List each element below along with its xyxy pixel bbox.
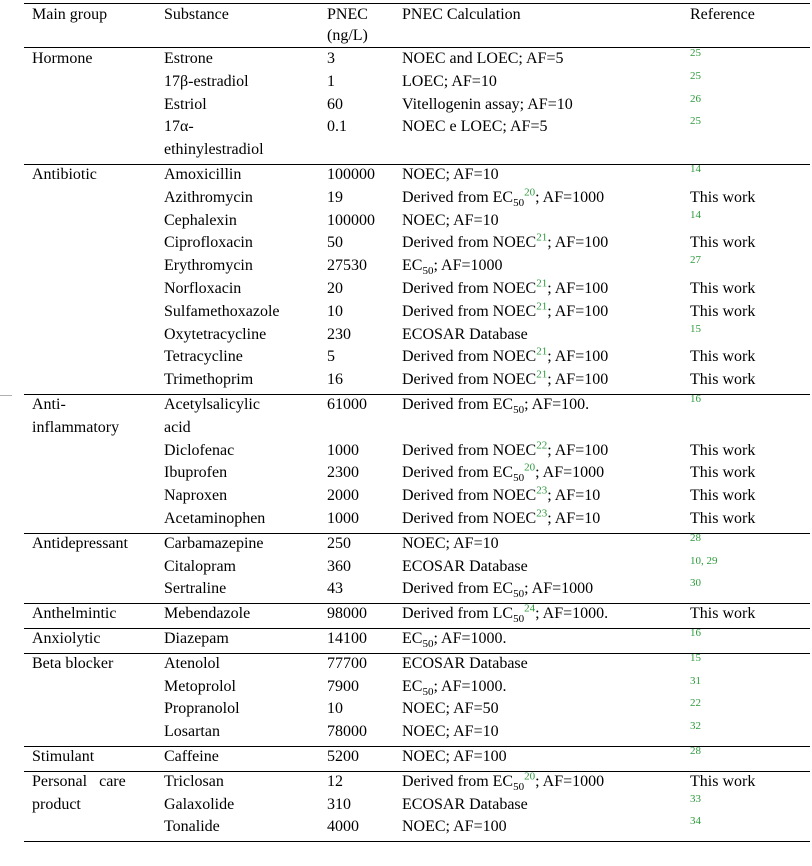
reference-citation: 33 [690, 792, 701, 805]
pnec-value: 78000 [327, 723, 367, 741]
calc-text: Derived from NOEC [402, 371, 537, 389]
calc-text: ; AF=1000 [433, 257, 503, 275]
pnec-value: 7900 [327, 677, 359, 695]
substance-name: Estriol [164, 95, 207, 113]
calc-text: ; AF=100. [524, 396, 590, 413]
reference-citation: 22 [690, 697, 701, 710]
substance-name: Acetaminophen [164, 510, 266, 527]
reference-text: This work [690, 487, 756, 505]
calc-subscript: 50 [513, 780, 525, 793]
pnec-value: 10 [327, 302, 343, 320]
pnec-calculation [402, 795, 528, 815]
pnec-calculation [402, 463, 604, 483]
group-label: Anti- [32, 396, 66, 413]
reference-citation: 28 [690, 531, 701, 544]
group-label: product [32, 795, 81, 813]
calc-subscript: 50 [513, 404, 525, 417]
substance-name: Ciprofloxacin [164, 234, 253, 252]
substance-name: Triclosan [164, 772, 224, 790]
pnec-value: 77700 [327, 654, 367, 672]
pnec-value: 1000 [327, 441, 359, 459]
calc-text: Derived from EC [402, 580, 514, 598]
calc-citation: 24 [524, 602, 536, 615]
calc-text: NOEC; AF=10 [402, 211, 499, 229]
substance-name: Tetracycline [164, 348, 243, 366]
calc-citation: 21 [536, 300, 548, 313]
substance-name: Losartan [164, 723, 220, 741]
pnec-calculation [402, 772, 604, 792]
pnec-value: 310 [327, 795, 351, 813]
pnec-value: 250 [327, 534, 351, 552]
header-pnec: PNEC [327, 6, 368, 23]
group-label: Beta blocker [32, 654, 114, 672]
pnec-calculation [402, 49, 563, 69]
reference-text: This work [690, 234, 756, 252]
calc-text: Derived from NOEC [402, 510, 537, 527]
calc-text: EC [402, 677, 423, 695]
reference-citation: 15 [690, 651, 701, 664]
group-label: inflammatory [32, 418, 120, 436]
calc-text: ; AF=1000 [524, 580, 594, 598]
calc-text: ; AF=100 [547, 371, 609, 389]
group-label: Stimulant [32, 748, 95, 765]
pnec-value: 4000 [327, 818, 359, 836]
group-label: Personal care [32, 772, 126, 790]
calc-text: NOEC; AF=100 [402, 818, 507, 836]
substance-name: Mebendazole [164, 605, 251, 623]
substance-name: Atenolol [164, 654, 220, 672]
calc-citation: 20 [524, 770, 536, 783]
calc-text: LOEC; AF=10 [402, 72, 497, 90]
calc-text: NOEC; AF=50 [402, 700, 499, 718]
calc-text: Derived from EC [402, 188, 514, 206]
pnec-calculation [402, 604, 608, 624]
pnec-value: 100000 [327, 166, 375, 183]
pnec-value: 360 [327, 557, 351, 575]
substance-name: 17α- [164, 118, 194, 136]
group-divider [24, 841, 810, 842]
calc-citation: 21 [536, 368, 548, 381]
pnec-calculation [402, 677, 507, 697]
group-label: Antibiotic [32, 166, 97, 183]
calc-text: ; AF=1000 [535, 464, 605, 482]
substance-name: Carbamazepine [164, 534, 264, 552]
pnec-calculation [402, 95, 573, 115]
reference-citation: 26 [690, 92, 701, 105]
pnec-value: 2300 [327, 464, 359, 482]
pnec-calculation [402, 211, 499, 231]
calc-subscript: 50 [513, 196, 525, 209]
reference-citation: 27 [690, 254, 701, 267]
substance-name: Estrone [164, 50, 213, 67]
calc-text: NOEC; AF=10 [402, 166, 499, 183]
pnec-value: 61000 [327, 396, 367, 413]
substance-name: Cephalexin [164, 211, 237, 229]
pnec-value: 98000 [327, 605, 367, 623]
pnec-value: 20 [327, 280, 343, 297]
pnec-value: 19 [327, 188, 343, 206]
calc-citation: 21 [536, 346, 548, 359]
reference-citation: 32 [690, 720, 701, 733]
calc-text: ; AF=1000 [535, 188, 605, 206]
calc-text: Derived from NOEC [402, 280, 537, 297]
pnec-value: 3 [327, 50, 335, 67]
pnec-calculation [402, 188, 604, 208]
calc-subscript: 50 [422, 638, 434, 651]
calc-text: EC [402, 257, 423, 275]
calc-text: ; AF=1000 [535, 772, 605, 790]
substance-name: acid [164, 418, 191, 436]
reference-citation: 30 [690, 577, 701, 590]
header-substance: Substance [164, 6, 229, 23]
calc-text: EC [402, 630, 423, 647]
calc-citation: 20 [524, 186, 536, 199]
calc-text: ; AF=100 [547, 348, 609, 366]
substance-name: 17β-estradiol [164, 72, 249, 90]
calc-text: ECOSAR Database [402, 557, 528, 575]
reference-citation: 31 [690, 674, 701, 687]
calc-citation: 21 [536, 232, 548, 245]
calc-text: Derived from EC [402, 772, 514, 790]
calc-text: Vitellogenin assay; AF=10 [402, 95, 573, 113]
reference-citation: 25 [690, 69, 701, 82]
pnec-calculation [402, 747, 507, 767]
pnec-value: 50 [327, 234, 343, 252]
substance-name: Propranolol [164, 700, 240, 718]
reference-citation: 34 [690, 815, 701, 828]
pnec-calculation [402, 72, 497, 92]
pnec-value: 2000 [327, 487, 359, 505]
pnec-calculation [402, 557, 528, 577]
calc-text: Derived from NOEC [402, 441, 537, 459]
group-label: Antidepressant [32, 534, 128, 552]
table-top-rule [24, 3, 810, 4]
reference-text: This work [690, 772, 756, 790]
calc-text: ECOSAR Database [402, 325, 528, 343]
pnec-value: 14100 [327, 630, 367, 647]
pnec-calculation [402, 256, 503, 276]
substance-name: Oxytetracycline [164, 325, 267, 343]
calc-citation: 23 [536, 507, 548, 520]
pnec-calculation [402, 325, 528, 345]
calc-text: ; AF=1000. [535, 605, 609, 623]
pnec-value: 10 [327, 700, 343, 718]
reference-text: This work [690, 371, 756, 389]
reference-text: This work [690, 188, 756, 206]
header-pnec-unit: (ng/L) [327, 27, 368, 44]
substance-name: Sertraline [164, 580, 227, 598]
calc-text: ; AF=10 [547, 510, 601, 527]
substance-name: Norfloxacin [164, 280, 242, 297]
reference-text: This work [690, 464, 756, 482]
calc-citation: 22 [536, 439, 548, 452]
pnec-calculation [402, 395, 589, 415]
calc-text: NOEC; AF=100 [402, 748, 507, 765]
pnec-calculation [402, 279, 608, 299]
group-label: Anxiolytic [32, 630, 101, 647]
pnec-value: 43 [327, 580, 343, 598]
pnec-calculation [402, 699, 499, 719]
calc-text: NOEC and LOEC; AF=5 [402, 50, 564, 67]
substance-name: Citalopram [164, 557, 236, 575]
header-pnec-calculation: PNEC Calculation [402, 6, 521, 23]
reference-text: This work [690, 441, 756, 459]
reference-text: This work [690, 302, 756, 320]
pnec-calculation [402, 722, 499, 742]
substance-name: Azithromycin [164, 188, 253, 206]
calc-subscript: 50 [513, 588, 525, 601]
calc-text: Derived from NOEC [402, 234, 537, 252]
group-label: Hormone [32, 50, 93, 67]
pnec-calculation [402, 486, 600, 506]
pnec-value: 1 [327, 72, 335, 90]
substance-name: Amoxicillin [164, 166, 242, 183]
calc-subscript: 50 [422, 265, 434, 278]
pnec-calculation [402, 370, 608, 390]
pnec-value: 5200 [327, 748, 359, 765]
reference-citation: 10, 29 [690, 554, 718, 567]
pnec-calculation [402, 509, 600, 529]
calc-text: Derived from NOEC [402, 487, 537, 505]
calc-text: ; AF=100 [547, 280, 609, 297]
substance-name: Naproxen [164, 487, 228, 505]
calc-citation: 20 [524, 462, 536, 475]
calc-text: ; AF=1000. [433, 677, 507, 695]
calc-citation: 21 [536, 277, 548, 290]
pnec-calculation [402, 629, 507, 649]
calc-subscript: 50 [513, 472, 525, 485]
pnec-value: 5 [327, 348, 335, 366]
reference-text: This work [690, 348, 756, 366]
pnec-value: 60 [327, 95, 343, 113]
reference-text: This work [690, 510, 756, 527]
pnec-calculation [402, 302, 608, 322]
substance-name: Caffeine [164, 748, 219, 765]
pnec-calculation [402, 654, 528, 674]
calc-text: ; AF=100 [547, 234, 609, 252]
reference-citation: 28 [690, 745, 701, 757]
calc-text: NOEC e LOEC; AF=5 [402, 118, 548, 136]
substance-name: Acetylsalicylic [164, 396, 260, 413]
calc-text: Derived from EC [402, 464, 514, 482]
pnec-calculation [402, 233, 608, 253]
pnec-calculation [402, 534, 499, 554]
reference-citation: 25 [690, 115, 701, 128]
header-main-group: Main group [32, 6, 108, 23]
pnec-calculation [402, 817, 507, 837]
reference-citation: 25 [690, 47, 701, 59]
header-reference: Reference [690, 6, 755, 23]
pnec-value: 230 [327, 325, 351, 343]
calc-text: ; AF=100 [547, 441, 609, 459]
reference-citation: 16 [690, 393, 701, 405]
substance-name: Ibuprofen [164, 464, 228, 482]
reference-text: This work [690, 280, 756, 297]
substance-name: Erythromycin [164, 257, 253, 275]
calc-text: ; AF=100 [547, 302, 609, 320]
substance-name: Diclofenac [164, 441, 235, 459]
pnec-value: 12 [327, 772, 343, 790]
substance-name: Diazepam [164, 630, 229, 647]
pnec-calculation [402, 117, 547, 137]
reference-citation: 14 [690, 163, 701, 175]
substance-name: Galaxolide [164, 795, 235, 813]
pnec-value: 27530 [327, 257, 367, 275]
calc-text: NOEC; AF=10 [402, 723, 499, 741]
group-label: Anthelmintic [32, 605, 117, 623]
calc-subscript: 50 [422, 685, 434, 698]
calc-subscript: 50 [513, 613, 525, 626]
calc-text: Derived from NOEC [402, 302, 537, 320]
calc-text: NOEC; AF=10 [402, 534, 499, 552]
substance-name: Trimethoprim [164, 371, 254, 389]
pnec-calculation [402, 165, 499, 185]
pnec-value: 0.1 [327, 118, 347, 136]
substance-name: Metoprolol [164, 677, 236, 695]
calc-text: ECOSAR Database [402, 795, 528, 813]
substance-name: Sulfamethoxazole [164, 302, 280, 320]
pnec-value: 100000 [327, 211, 375, 229]
calc-text: Derived from EC [402, 396, 514, 413]
calc-text: Derived from LC [402, 605, 514, 623]
reference-citation: 14 [690, 208, 701, 221]
reference-text: This work [690, 605, 756, 623]
reference-citation: 15 [690, 322, 701, 335]
pnec-calculation [402, 579, 593, 599]
calc-text: ; AF=10 [547, 487, 601, 505]
calc-citation: 23 [536, 484, 548, 497]
pnec-calculation [402, 347, 608, 367]
page-divider-mark [0, 395, 12, 396]
pnec-value: 16 [327, 371, 343, 389]
substance-name: Tonalide [164, 818, 220, 836]
pnec-value: 1000 [327, 510, 359, 527]
pnec-calculation [402, 441, 608, 461]
calc-text: ECOSAR Database [402, 654, 528, 672]
reference-citation: 16 [690, 627, 701, 639]
calc-text: Derived from NOEC [402, 348, 537, 366]
calc-text: ; AF=1000. [433, 630, 507, 647]
substance-name: ethinylestradiol [164, 141, 264, 159]
